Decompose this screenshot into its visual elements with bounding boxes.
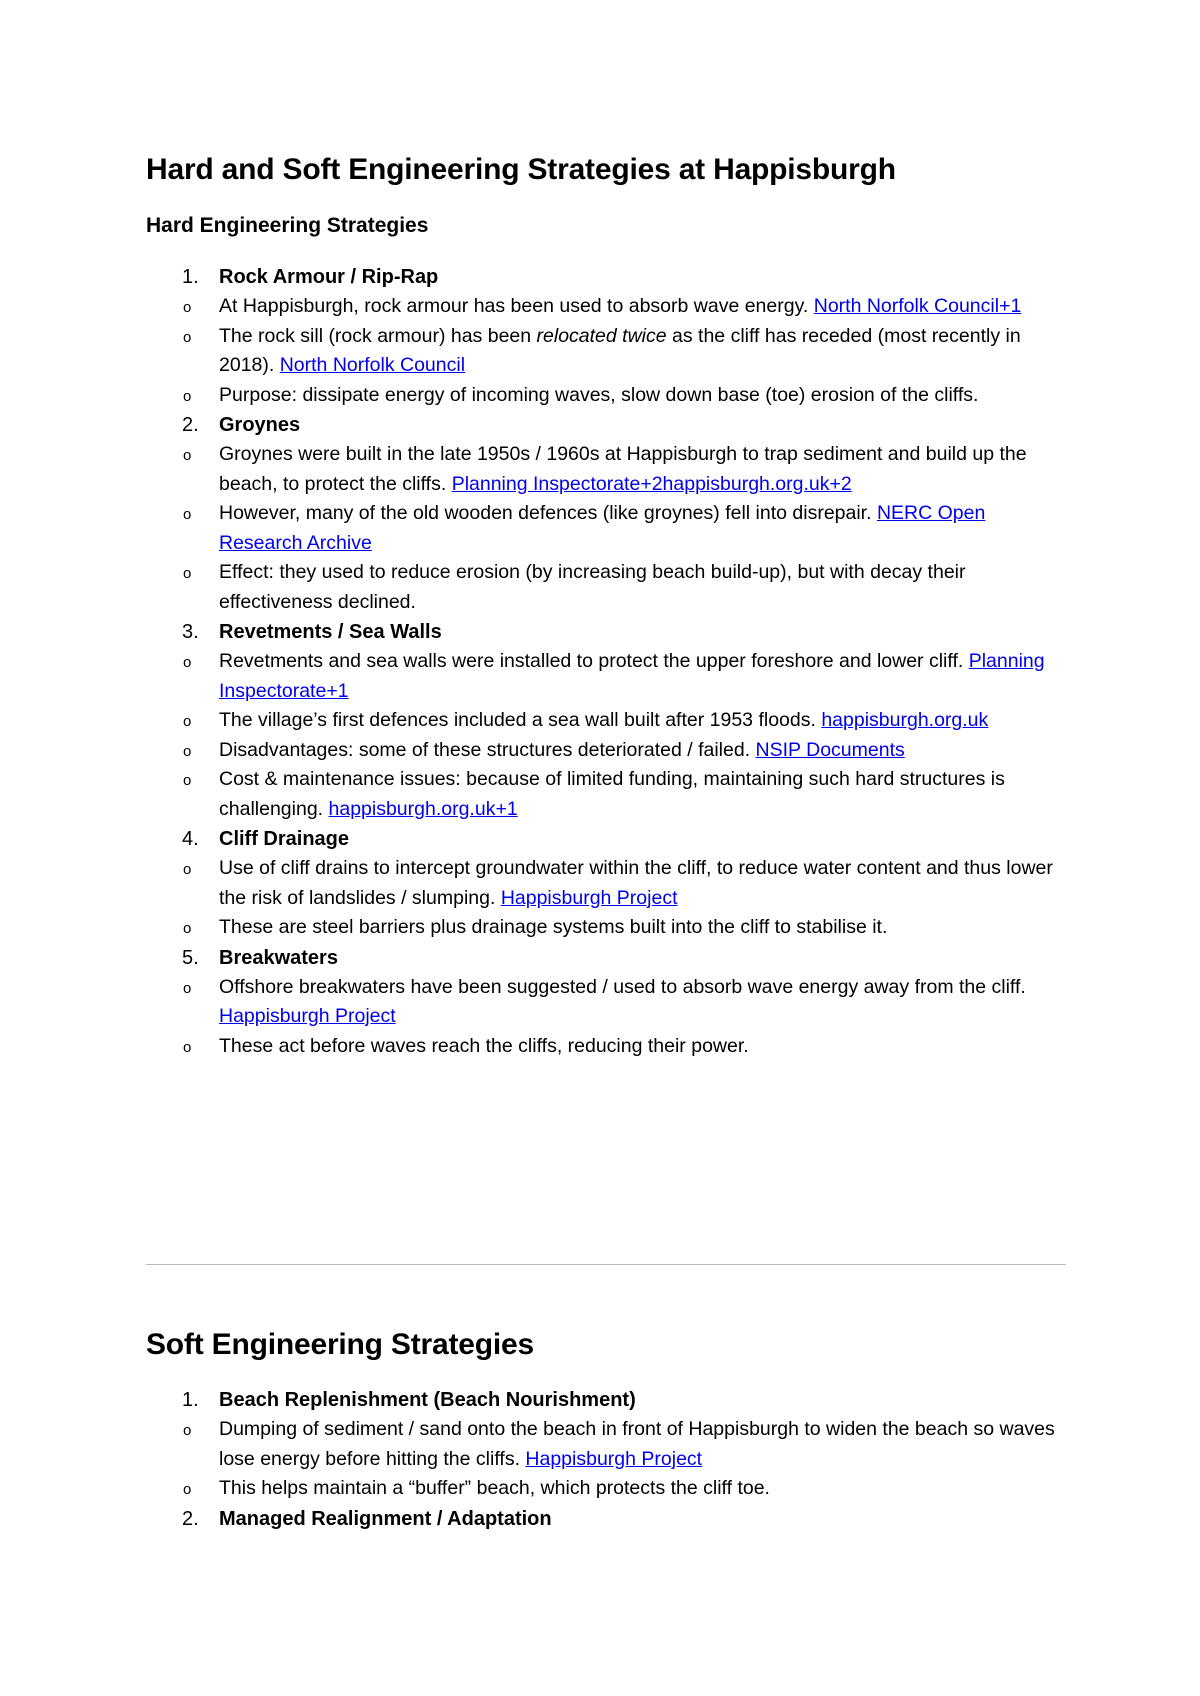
bullet-list (183, 292, 1066, 410)
bullet-item (183, 706, 1066, 736)
item-title: Managed Realignment / Adaptation (219, 1507, 552, 1530)
bullet-item (183, 292, 1066, 322)
hard-strategy-list (146, 262, 1066, 1061)
source-link[interactable]: Planning Inspectorate+1 (219, 650, 1045, 702)
bullet-glyph: o (183, 387, 192, 405)
bullet-text: Purpose: dissipate energy of incoming waves, slow down base (toe) erosion of the cliffs. (219, 383, 979, 406)
item-title: Breakwaters (219, 946, 338, 969)
bullet-glyph: o (183, 1422, 192, 1439)
bullet-text: Offshore breakwaters have been suggested / used to absorb wave energy away from the cliff. (219, 975, 1026, 998)
bullet-item (183, 440, 1066, 499)
list-item (146, 824, 1066, 943)
bullet-glyph: o (183, 742, 192, 760)
bullet-glyph: o (183, 447, 192, 464)
bullet-glyph: o (183, 772, 192, 789)
soft-section (146, 1325, 1066, 1534)
bullet-glyph: o (183, 920, 192, 937)
list-item (146, 943, 1066, 1062)
bullet-glyph: o (183, 979, 192, 997)
bullet-text: Dumping of sediment / sand onto the beach in front of Happisburgh to widen the beach so waves lose energy before hitting the cliffs. (219, 1418, 1055, 1470)
item-number: 2. (182, 1507, 199, 1530)
bullet-text: The rock sill (rock armour) has been (219, 324, 537, 347)
source-link[interactable]: Happisburgh Project (219, 1005, 396, 1027)
bullet-item (183, 381, 1066, 411)
bullet-item (183, 1415, 1066, 1474)
item-title: Groynes (219, 414, 301, 436)
bullet-list (183, 440, 1066, 617)
item-number: 1. (182, 1389, 199, 1411)
bullet-item (183, 322, 1066, 381)
bullet-text: Effect: they used to reduce erosion (by increasing beach build-up), but with decay their effectiveness declined. (219, 561, 966, 613)
bullet-item (183, 913, 1066, 943)
item-title: Revetments / Sea Walls (219, 621, 442, 643)
list-item (146, 1504, 1066, 1534)
bullet-glyph: o (183, 328, 192, 346)
source-link[interactable]: happisburgh.org.uk+1 (328, 797, 518, 820)
item-number: 5. (182, 946, 199, 969)
bullet-list (183, 854, 1066, 943)
item-title: Cliff Drainage (219, 828, 350, 850)
bullet-glyph: o (183, 654, 192, 671)
bullet-item (183, 973, 1066, 1032)
source-link[interactable]: happisburgh.org.uk (821, 709, 989, 731)
bullet-item (183, 499, 1066, 558)
bullet-text: Use of cliff drains to intercept groundwater within the cliff, to reduce water content and thus lower the risk of landslides / slumping. (219, 857, 1053, 909)
bullet-item (183, 1474, 1066, 1504)
source-link[interactable]: NSIP Documents (755, 738, 905, 761)
horizontal-divider (146, 1264, 1066, 1265)
soft-strategy-list (146, 1385, 1066, 1534)
bullet-text: Cost & maintenance issues: because of limited funding, maintaining such hard structures is challenging. (219, 768, 1005, 820)
bullet-text: These are steel barriers plus drainage systems built into the cliff to stabilise it. (219, 916, 888, 938)
list-item (146, 410, 1066, 617)
item-number: 1. (182, 266, 199, 288)
item-number: 4. (182, 828, 199, 850)
bullet-glyph: o (183, 861, 192, 878)
source-link[interactable]: NERC Open Research Archive (219, 502, 986, 554)
bullet-glyph: o (183, 506, 192, 523)
bullet-glyph: o (183, 1038, 192, 1056)
source-link[interactable]: Happisburgh Project (525, 1447, 703, 1470)
bullet-item (183, 647, 1066, 706)
bullet-list (183, 973, 1066, 1062)
bullet-item (183, 558, 1066, 617)
bullet-glyph: o (183, 299, 192, 316)
source-link[interactable]: Happisburgh Project (500, 886, 678, 909)
list-item (146, 617, 1066, 824)
bullet-text: Groynes were built in the late 1950s / 1960s at Happisburgh to trap sediment and build up the beach, to protect the cliffs. (219, 443, 1027, 495)
bullet-list (183, 1415, 1066, 1504)
bullet-text: Disadvantages: some of these structures deteriorated / failed. (219, 738, 756, 761)
bullet-text: However, many of the old wooden defences (like groynes) fell into disrepair. (219, 502, 877, 524)
page-title: Hard and Soft Engineering Strategies at Happisburgh (146, 153, 896, 186)
item-number: 2. (182, 414, 199, 436)
bullet-emphasis: relocated twice (536, 324, 667, 347)
bullet-glyph: o (183, 565, 192, 582)
list-item (146, 1385, 1066, 1504)
bullet-item (183, 854, 1066, 913)
list-item (146, 262, 1066, 410)
bullet-text: These act before waves reach the cliffs, reducing their power. (219, 1034, 749, 1057)
bullet-glyph: o (183, 713, 192, 730)
bullet-text: Revetments and sea walls were installed to protect the upper foreshore and lower cliff. (219, 650, 969, 672)
soft-heading: Soft Engineering Strategies (146, 1328, 534, 1361)
bullet-item (183, 765, 1066, 824)
source-link[interactable]: Planning Inspectorate+2happisburgh.org.uk+2 (451, 472, 852, 495)
hard-section (146, 150, 1066, 1061)
bullet-text: At Happisburgh, rock armour has been used to absorb wave energy. (219, 295, 814, 317)
item-number: 3. (182, 621, 199, 643)
item-title: Beach Replenishment (Beach Nourishment) (219, 1389, 636, 1411)
bullet-item (183, 736, 1066, 766)
bullet-text: as the cliff has receded (most recently in 2018). (219, 324, 1021, 376)
source-link[interactable]: North Norfolk Council+1 (813, 295, 1022, 317)
item-title: Rock Armour / Rip-Rap (219, 266, 439, 288)
bullet-item (183, 1032, 1066, 1062)
bullet-text: This helps maintain a “buffer” beach, which protects the cliff toe. (219, 1477, 770, 1499)
hard-heading: Hard Engineering Strategies (146, 214, 429, 237)
bullet-glyph: o (183, 1481, 192, 1498)
bullet-list (183, 647, 1066, 824)
source-link[interactable]: North Norfolk Council (279, 354, 466, 376)
bullet-text: The village’s first defences included a sea wall built after 1953 floods. (219, 709, 822, 731)
